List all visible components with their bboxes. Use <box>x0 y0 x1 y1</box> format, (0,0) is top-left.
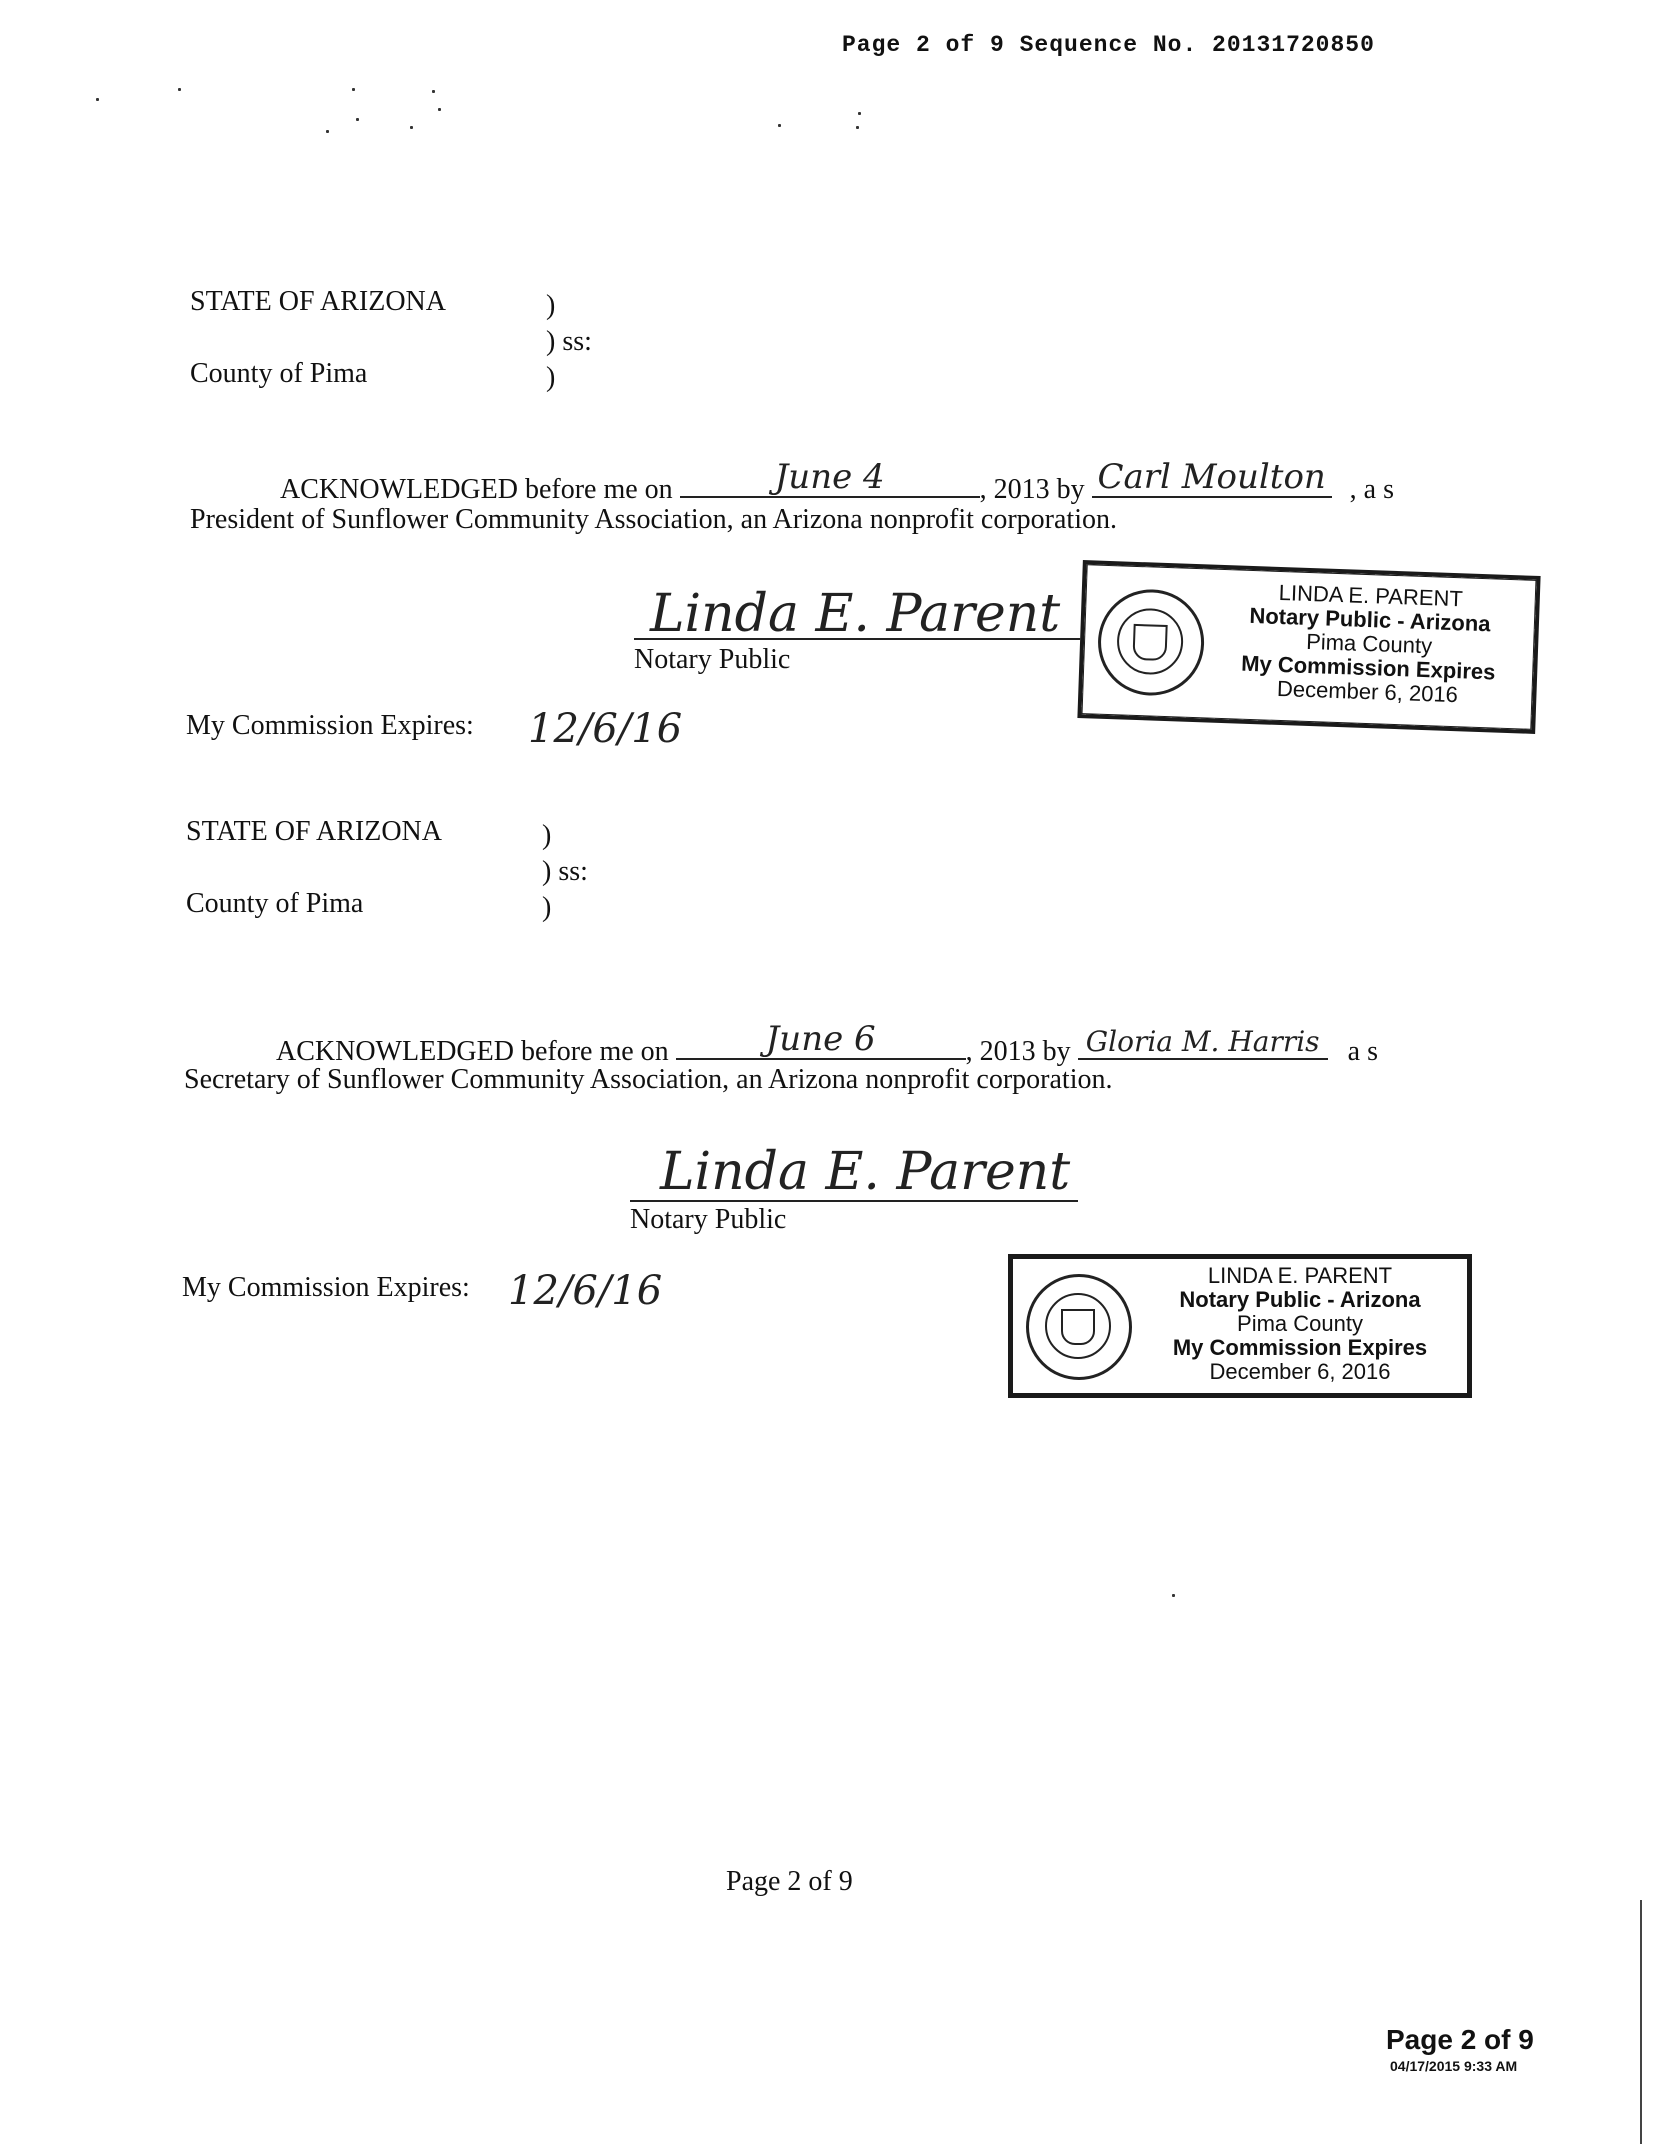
commission-label: My Commission Expires: <box>182 1272 470 1303</box>
scan-speck <box>432 90 435 93</box>
stamp-expires-label: My Commission Expires <box>1172 1335 1428 1360</box>
scan-speck <box>856 126 859 129</box>
venue-paren: ) <box>542 820 552 851</box>
stamp-name: LINDA E. PARENT <box>1207 1263 1393 1288</box>
handwritten-name: Gloria M. Harris <box>1085 1025 1320 1058</box>
commission-date-handwritten: 12/6/16 <box>528 706 683 752</box>
scan-speck <box>858 112 861 115</box>
page-number-center: Page 2 of 9 <box>726 1866 853 1897</box>
scan-edge-line <box>1640 1900 1642 2144</box>
ack-prefix: ACKNOWLEDGED before me on <box>276 1036 669 1067</box>
stamp-expires-date: December 6, 2016 <box>1209 1359 1391 1384</box>
date-blank <box>680 457 980 498</box>
year-by: , 2013 by <box>979 474 1085 505</box>
stamp-county: Pima County <box>1237 1311 1363 1336</box>
as-text: a s <box>1347 1036 1378 1067</box>
stamp-name: LINDA E. PARENT <box>1278 579 1464 612</box>
stamp-expires-date: December 6, 2016 <box>1276 675 1459 708</box>
commission-label: My Commission Expires: <box>186 710 474 741</box>
notary-label: Notary Public <box>634 644 791 675</box>
scan-speck <box>178 88 181 91</box>
scan-speck <box>96 98 99 101</box>
notary-stamp <box>1077 560 1540 734</box>
notary-label: Notary Public <box>630 1204 787 1235</box>
arizona-seal-icon <box>1096 588 1206 698</box>
stamp-title: Notary Public - Arizona <box>1179 1287 1421 1312</box>
handwritten-name: Carl Moulton <box>1097 457 1326 497</box>
print-timestamp: 04/17/2015 9:33 AM <box>1390 2058 1518 2074</box>
scan-speck <box>410 126 413 129</box>
venue-paren: ) <box>546 290 556 321</box>
scan-speck <box>778 124 781 127</box>
stamp-title: Notary Public - Arizona <box>1249 602 1491 637</box>
venue-state: STATE OF ARIZONA <box>186 816 442 847</box>
scan-speck <box>1172 1594 1175 1597</box>
scan-speck <box>438 108 441 111</box>
stamp-expires-label: My Commission Expires <box>1240 650 1496 685</box>
handwritten-date: June 4 <box>774 457 885 497</box>
commission-date-handwritten: 12/6/16 <box>508 1268 663 1314</box>
venue-ss: ) ss: <box>546 326 592 357</box>
page-number-right: Page 2 of 9 <box>1386 2024 1534 2055</box>
as-text: , a s <box>1349 474 1394 505</box>
scan-speck <box>352 88 355 91</box>
notary-stamp <box>1008 1254 1472 1398</box>
date-blank <box>676 1019 966 1060</box>
acknowledgment-line <box>280 457 1394 505</box>
name-blank <box>1078 1025 1328 1060</box>
year-by: , 2013 by <box>965 1036 1071 1067</box>
role-line: President of Sunflower Community Association, an Arizona nonprofit corporation. <box>190 504 1117 535</box>
arizona-seal-icon <box>1026 1274 1132 1380</box>
role-line: Secretary of Sunflower Community Association, an Arizona nonprofit corporation. <box>184 1064 1113 1095</box>
venue-paren: ) <box>546 362 556 393</box>
handwritten-date: June 6 <box>765 1019 876 1059</box>
stamp-county: Pima County <box>1305 628 1433 659</box>
notary-signature: Linda E. Parent <box>650 584 1061 644</box>
venue-county: County of Pima <box>186 888 364 919</box>
notary-signature: Linda E. Parent <box>660 1142 1071 1202</box>
ack-prefix: ACKNOWLEDGED before me on <box>280 474 673 505</box>
name-blank <box>1092 457 1332 498</box>
venue-state: STATE OF ARIZONA <box>190 286 446 317</box>
venue-ss: ) ss: <box>542 856 588 887</box>
scan-speck <box>356 118 359 121</box>
sequence-header: Page 2 of 9 Sequence No. 20131720850 <box>842 32 1375 58</box>
acknowledgment-line <box>276 1019 1378 1067</box>
scan-speck <box>326 130 329 133</box>
venue-paren: ) <box>542 892 552 923</box>
venue-county: County of Pima <box>190 358 368 389</box>
